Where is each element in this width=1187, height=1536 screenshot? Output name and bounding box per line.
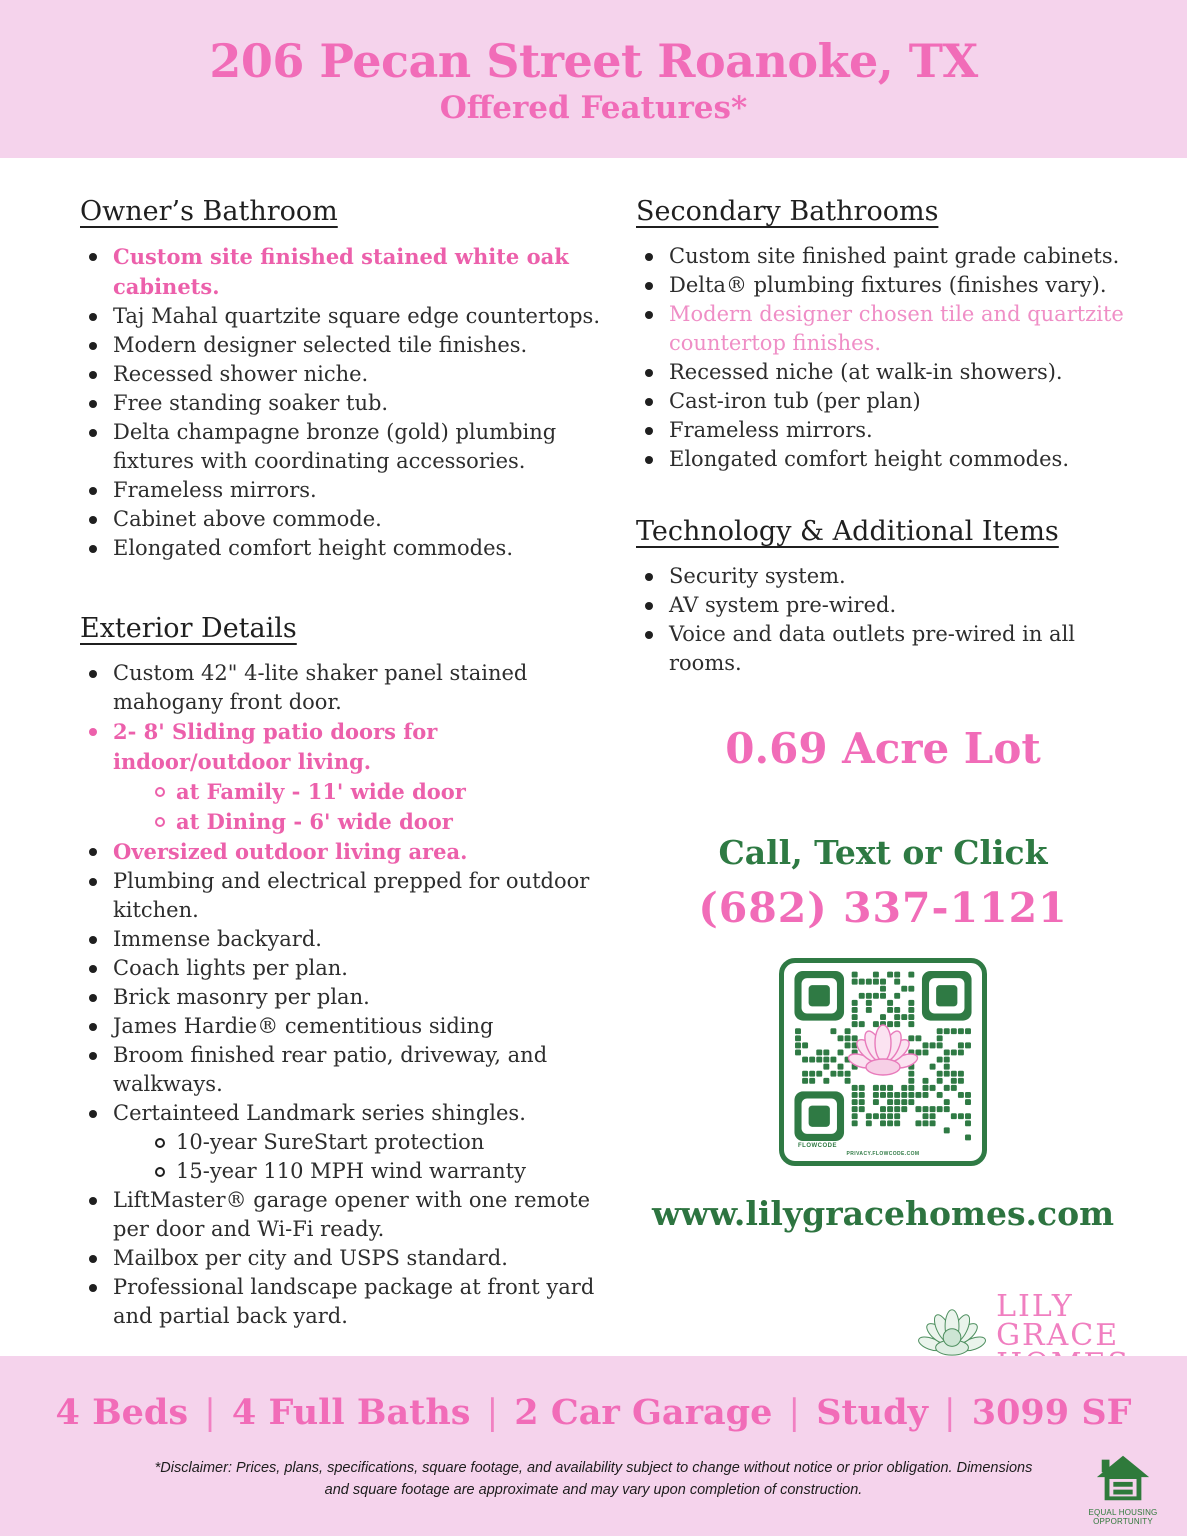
logo-line: LILY xyxy=(996,1288,1074,1324)
list-item-text: LiftMaster® garage opener with one remote per door and Wi-Fi ready. xyxy=(113,1188,590,1241)
list-item-text: 2- 8' Sliding patio doors for indoor/outdoor living. xyxy=(113,719,438,774)
sub-list-item xyxy=(143,1128,620,1157)
sub-list-item xyxy=(143,1157,620,1186)
list-item-text: Oversized outdoor living area. xyxy=(113,839,468,864)
list-item-text: Elongated comfort height commodes. xyxy=(113,536,513,560)
list-item xyxy=(80,867,620,925)
list-item-text: 15-year 110 MPH wind warranty xyxy=(176,1159,526,1183)
qr-code xyxy=(779,958,987,1166)
list-item xyxy=(80,1273,620,1331)
list-item xyxy=(80,1099,620,1186)
list-item-text: Modern designer selected tile finishes. xyxy=(113,333,528,357)
stat-sqft: 3099 SF xyxy=(971,1392,1132,1433)
list-item xyxy=(636,387,1130,416)
list-item-text: Modern designer chosen tile and quartzite countertop finishes. xyxy=(669,302,1124,355)
section-heading-technology: Technology & Additional Items xyxy=(636,516,1059,547)
list-item-text: Custom site finished paint grade cabinets. xyxy=(669,244,1120,268)
list-item xyxy=(636,242,1130,271)
list-item xyxy=(80,242,620,302)
list-item xyxy=(636,445,1130,474)
list-item xyxy=(80,983,620,1012)
list-item xyxy=(80,505,620,534)
list-item xyxy=(636,562,1130,591)
stat-garage: 2 Car Garage xyxy=(514,1392,773,1433)
list-item-text: 10-year SureStart protection xyxy=(176,1130,485,1154)
list-item-text: Broom finished rear patio, driveway, and walkways. xyxy=(113,1043,548,1096)
list-item-text: Professional landscape package at front yard and partial back yard. xyxy=(113,1275,595,1328)
list-item xyxy=(80,418,620,476)
property-stats xyxy=(0,1392,1187,1433)
left-column xyxy=(80,196,620,1331)
list-item-text: Free standing soaker tub. xyxy=(113,391,389,415)
technology-list xyxy=(636,562,1130,678)
stat-separator: | xyxy=(486,1393,499,1433)
equal-housing-logo xyxy=(1087,1454,1159,1526)
list-item-text: Brick masonry per plan. xyxy=(113,985,370,1009)
list-item-text: James Hardie® cementitious siding xyxy=(113,1014,494,1038)
list-item xyxy=(80,837,620,867)
equal-housing-house-icon xyxy=(1094,1454,1152,1504)
page-subtitle: Offered Features* xyxy=(439,90,748,126)
qr-privacy-label: PRIVACY.FLOWCODE.COM xyxy=(846,1151,920,1157)
list-item-text: Cast-iron tub (per plan) xyxy=(669,389,921,413)
list-item-text: Mailbox per city and USPS standard. xyxy=(113,1246,508,1270)
eho-line: EQUAL HOUSING xyxy=(1088,1508,1158,1517)
list-item xyxy=(80,1012,620,1041)
list-item xyxy=(636,358,1130,387)
call-text-click-label: Call, Text or Click xyxy=(718,833,1048,872)
stat-separator: | xyxy=(943,1393,956,1433)
list-item-text: Custom 42" 4-lite shaker panel stained mahogany front door. xyxy=(113,661,528,714)
list-item-text: Recessed shower niche. xyxy=(113,362,369,386)
list-item-text: Elongated comfort height commodes. xyxy=(669,447,1069,471)
list-item xyxy=(80,534,620,563)
section-heading-owners-bathroom: Owner’s Bathroom xyxy=(80,196,338,227)
page-title: 206 Pecan Street Roanoke, TX xyxy=(209,34,978,88)
qr-brand-label: FLOWCODE xyxy=(798,1143,837,1149)
website-url[interactable]: www.lilygracehomes.com xyxy=(651,1194,1115,1233)
list-item xyxy=(80,659,620,717)
list-item-text: at Family - 11' wide door xyxy=(176,779,466,804)
phone-number[interactable]: (682) 337-1121 xyxy=(698,884,1068,932)
exterior-details-list xyxy=(80,659,620,1331)
list-item-text: AV system pre-wired. xyxy=(669,593,897,617)
equal-housing-text xyxy=(1087,1508,1159,1526)
list-item xyxy=(80,717,620,837)
sub-list-item xyxy=(143,777,620,807)
list-item xyxy=(80,360,620,389)
list-item xyxy=(80,302,620,331)
list-item-text: Certainteed Landmark series shingles. xyxy=(113,1101,526,1125)
eho-line: OPPORTUNITY xyxy=(1093,1517,1153,1526)
stat-separator: | xyxy=(788,1393,801,1433)
section-heading-exterior-details: Exterior Details xyxy=(80,613,297,644)
acre-lot-callout: 0.69 Acre Lot xyxy=(725,724,1041,773)
sub-list-item xyxy=(143,807,620,837)
logo-line: GRACE xyxy=(996,1317,1120,1353)
list-item-text: Frameless mirrors. xyxy=(113,478,317,502)
list-item-text: Cabinet above commode. xyxy=(113,507,382,531)
list-item xyxy=(80,1244,620,1273)
list-item xyxy=(636,620,1130,678)
list-item xyxy=(80,954,620,983)
disclaimer-text: *Disclaimer: Prices, plans, specifications, square footage, and availability subject to change without notice or prior obligation. Dimensions and square footage are approximate and may vary upon completion of construction. xyxy=(154,1460,1033,1499)
header-band xyxy=(0,0,1187,158)
secondary-bathrooms-list xyxy=(636,242,1130,474)
stat-baths: 4 Full Baths xyxy=(231,1392,471,1433)
list-item xyxy=(80,925,620,954)
list-item-text: at Dining - 6' wide door xyxy=(176,809,453,834)
lotus-flower-icon xyxy=(847,1019,919,1085)
list-item xyxy=(80,331,620,360)
list-item-text: Voice and data outlets pre-wired in all rooms. xyxy=(669,622,1076,675)
list-item-text: Plumbing and electrical prepped for outdoor kitchen. xyxy=(113,869,590,922)
list-item-text: Delta champagne bronze (gold) plumbing fixtures with coordinating accessories. xyxy=(113,420,557,473)
list-item xyxy=(636,300,1130,358)
list-item-text: Immense backyard. xyxy=(113,927,322,951)
stat-separator: | xyxy=(204,1393,216,1433)
list-item xyxy=(80,476,620,505)
stat-study: Study xyxy=(816,1392,928,1433)
footer-band xyxy=(0,1356,1187,1536)
list-item xyxy=(636,416,1130,445)
section-heading-secondary-bathrooms: Secondary Bathrooms xyxy=(636,196,939,227)
sub-list xyxy=(143,777,620,837)
list-item-text: Coach lights per plan. xyxy=(113,956,348,980)
owners-bathroom-list xyxy=(80,242,620,563)
sub-list xyxy=(143,1128,620,1186)
list-item-text: Recessed niche (at walk-in showers). xyxy=(669,360,1063,384)
list-item-text: Security system. xyxy=(669,564,846,588)
list-item xyxy=(80,389,620,418)
list-item-text: Taj Mahal quartzite square edge countertops. xyxy=(113,304,600,328)
list-item xyxy=(636,271,1130,300)
list-item-text: Delta® plumbing fixtures (finishes vary). xyxy=(669,273,1107,297)
list-item-text: Custom site finished stained white oak cabinets. xyxy=(113,244,569,299)
stat-beds: 4 Beds xyxy=(55,1392,189,1433)
right-column xyxy=(636,196,1130,1383)
list-item xyxy=(80,1186,620,1244)
list-item-text: Frameless mirrors. xyxy=(669,418,873,442)
list-item xyxy=(80,1041,620,1099)
list-item xyxy=(636,591,1130,620)
